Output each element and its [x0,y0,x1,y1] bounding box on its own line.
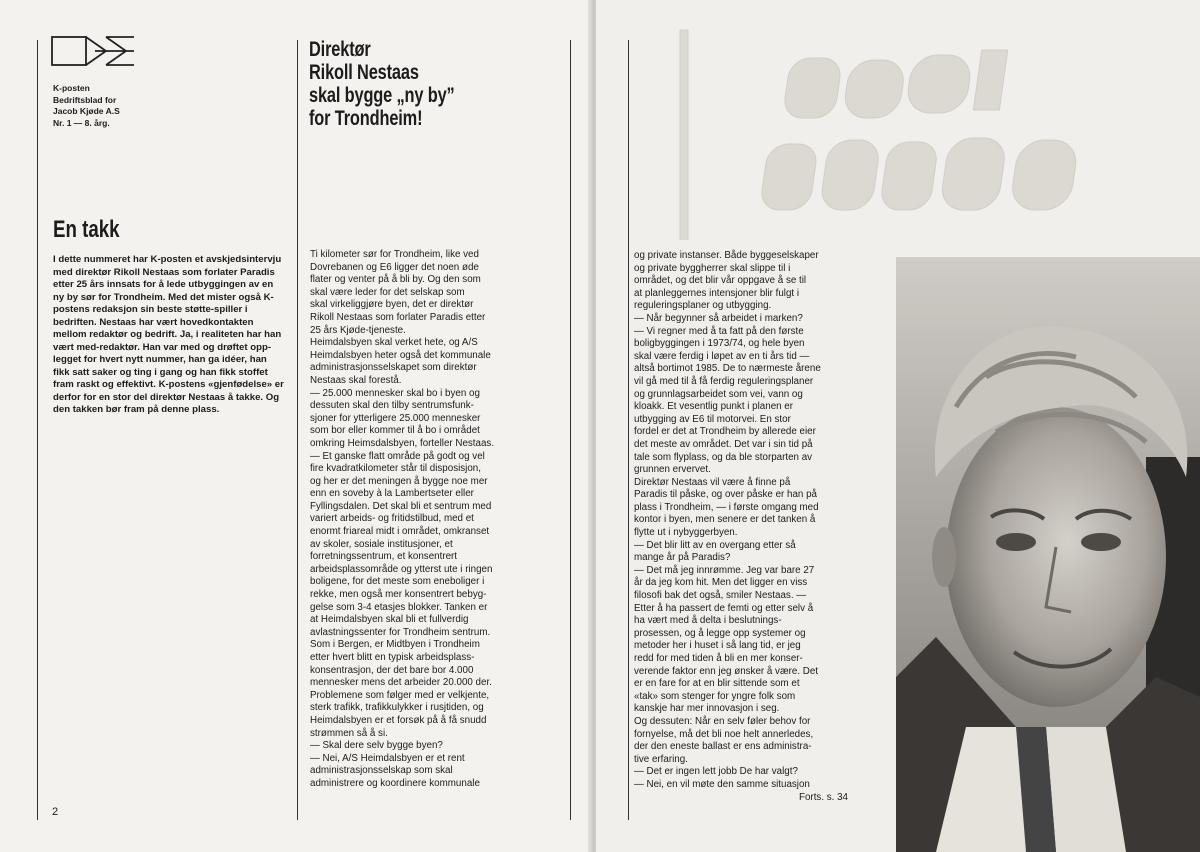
article-line: — Det er ingen lett jobb De har valgt? [634,766,798,778]
article-line: administrasjonsselskap som skal [310,765,453,777]
show-through-print [656,20,1176,240]
article-line: vil gå med til å få ferdig reguleringsplaner [634,375,814,387]
article-line: arbeidsplassområde og ytterst ute i ringen [310,563,493,575]
headline-line: Rikoll Nestaas [309,61,419,84]
article-line: altså bortimot 1985. De to nærmeste årene [634,363,821,375]
article-line: sjoner for ytterligere 25.000 mennesker [310,412,481,424]
center-column-rule [297,40,298,820]
headline-line: Direktør [309,38,371,61]
article-line: rekke, men også mer konsentrert bebyg- [310,589,487,601]
article-line: — Et ganske flatt område på godt og vel [310,450,485,462]
article-line: administrasjonsselskapet som direktør [310,362,477,374]
article-line: kanskje har mer innovasjon i seg. [634,703,780,715]
article-line: ha vært med å delta i beslutnings- [634,615,782,627]
right-margin-rule [628,40,629,820]
article-line: fornyelse, må det bli noe helt annerledes, [634,728,814,740]
masthead [53,83,120,129]
article-line: Direktør Nestaas vil være å finne på [634,476,791,488]
article-line: Som i Bergen, er Midtbyen i Trondheim [310,639,480,651]
article-line: boligene, for det meste som eneboliger i [310,576,485,588]
article-line: «tak» som stenger for yngre folk som [634,690,796,702]
article-line: administrere og koordinere kommunale [310,777,480,789]
article-line: år da jeg kom hit. Men det ligger en viss [634,577,808,589]
article-column-right [634,250,821,792]
masthead-line: Jacob Kjøde A.S [53,106,120,116]
article-line: skal være ferdig i løpet av en ti års tid — [634,350,810,362]
article-line: — Når begynner så arbeidet i marken? [634,312,803,324]
article-line: at Heimdalsbyen skal bli et fullverdig [310,614,469,626]
continued-note: Forts. s. 34 [799,792,848,803]
article-line: — Nei, A/S Heimdalsbyen er et rent [310,752,465,764]
article-line: forretningssentrum, et konsentrert [310,551,458,563]
article-line: — Det blir litt av en overgang etter så [634,539,796,551]
article-line: metoder her i huset i så lang tid, er jeg [634,640,801,652]
article-line: kontor i byen, men senere er det tanken å [634,514,816,526]
right-column-rule [570,40,571,820]
article-line: plass i Trondheim, — i første omgang med [634,501,819,513]
article-line: etter hvert blitt en typisk arbeidsplass- [310,652,475,663]
article-line: fordel er det at Trondheim by allerede eier [634,426,816,438]
article-line: 25 års Kjøde-tjeneste. [310,324,406,336]
article-line: at planleggernes intensjoner blir fulgt i [634,287,800,299]
article-line: mange år på Paradis? [634,552,731,564]
headline-line: skal bygge „ny by” [309,84,455,107]
article-line: tale som flyplass, og da ble storparten av [634,451,813,463]
article-line: og her er det meningen å bygge noe mer [310,475,488,487]
masthead-line: Nr. 1 — 8. årg. [53,117,110,128]
article-line: mennesker mens det arbeider 20.000 der. [310,677,492,689]
article-line: flater og venter på å bli by. Og den som [310,274,481,286]
left-page [0,0,592,852]
article-line: boligbyggingen i 1973/74, og hele byen [634,338,805,350]
article-line: — Vi regner med å ta fatt på den første [634,325,804,337]
article-line: sterk trafikk, trafikkulykker i rusjtiden, og [310,702,484,714]
article-line: skal virkeliggjøre byen, det er direktør [310,299,474,311]
article-line: og private instanser. Både byggeselskaper [634,250,819,261]
article-line: utbygging av E6 til motorvei. En stor [634,413,791,425]
article-line: redd for med tiden å bli en mer konser- [634,653,803,664]
article-line: enormt friareal midt i området, omkranset [310,526,490,538]
article-line: Etter å ha passert de femti og etter selv å [634,602,814,614]
article-line: som bor eller kommer til å bo i området [310,425,480,437]
masthead-line: K-posten [53,83,90,93]
article-line: Ti kilometer sør for Trondheim, like ved [310,249,479,260]
article-line: og private byggherrer skal slippe til i [634,262,791,274]
sidebar-text: I dette nummeret har K-posten et avskjedsintervju med direktør Rikoll Nestaas som forlater Paradis etter 25 års innsats for å lede utbyggingen av en ny by sør for Trondheim. Med det mister også K-postens redaksjon sin beste støtte-spiller i bedriften. Nestaas har vært hovedkontakten mellom redaktør og bedrift. Ja, i realiteten har han vært med-redaktør. Han var med og drøftet opp-legget for hvert nytt nummer, han ga idéer, han fikk satt saker og ting i gang og han fikk stoffet fram raskt og effektivt. K-postens «gjenfødelse» er derfor for en stor del direktør Nestaas å takke. Og den takken bør fram på denne plass. [53,254,284,415]
article-line: Heimdalsbyen heter også det kommunale [310,349,491,361]
article-line: Rikoll Nestaas som forlater Paradis etter [310,311,486,323]
article-column-left [310,249,494,791]
article-line: avlastningssenter for Trondheim sentrum. [310,626,491,638]
article-line: omkring Heimsdalsbyen, forteller Nestaas. [310,437,495,449]
article-line: verende faktor enn jeg ønsker å være. Det [634,665,819,677]
masthead-line: Bedriftsblad for [53,94,117,105]
article-line: området, og det blir vår oppgave å se til [634,275,807,287]
article-line: skal være leder for det selskap som [310,286,465,298]
article-line: prosessen, og å legge opp systemer og [634,627,806,639]
left-margin-rule [37,40,38,820]
k-logo-icon [51,36,135,66]
article-line: konsentrasjon, der det bare bor 4.000 [310,664,474,676]
article-line: Nestaas skal forestå. [310,374,402,386]
sidebar-title: En takk [53,216,120,243]
article-line: og grunnlagsarbeidet som vei, vann og [634,388,803,400]
article-line: Fyllingsdalen. Det skal bli et sentrum med [310,500,492,512]
article-line: fire kvadratkilometer står til disposisjon, [310,463,481,475]
article-line: der den eneste ballast er ens administra- [634,741,812,753]
article-line: Og dessuten: Når en selv føler behov for [634,715,811,727]
right-page [596,0,1200,852]
article-line: dessuten skal den tilby sentrumsfunk- [310,400,474,412]
article-line: er en fare for at en blir sittende som et [634,678,800,690]
page-number: 2 [52,806,59,818]
portrait-photo [896,257,1200,852]
article-line: Heimdalsbyen skal verket hete, og A/S [310,337,478,349]
article-line: variert arbeids- og fritidstilbud, med et [310,513,474,525]
article-line: filosofi bak det også, smiler Nestaas. — [634,590,807,602]
article-line: kloakk. Et vesentlig punkt i planen er [634,401,794,413]
article-line: — Nei, en vil møte den samme situasjon [634,778,810,790]
article-line: flytte ut i nybyggerbyen. [634,527,738,539]
article-line: enn en soveby à la Lambertseter eller [310,488,474,500]
article-line: reguleringsplaner og utbygging. [634,300,772,312]
headline-line: for Trondheim! [309,107,423,130]
article-line: grunnen ervervet. [634,464,711,476]
article-line: det meste av området. Det var i sin tid på [634,438,813,450]
article-line: av skoler, sosiale institusjoner, et [310,538,453,550]
article-line: tive erfaring. [634,753,688,765]
article-line: strømmen så å si. [310,727,388,739]
article-line: Heimdalsbyen er et forsøk på å få snudd [310,714,487,726]
article-line: Problemene som følger med er velkjente, [310,689,490,701]
article-line: — Skal dere selv bygge byen? [310,740,443,752]
article-line: Paradis til påske, og over påske er han på [634,489,817,501]
headline [309,38,512,130]
article-line: — Det må jeg innrømme. Jeg var bare 27 [634,564,815,576]
article-line: Dovrebanen og E6 ligger det noen øde [310,261,479,273]
article-line: — 25.000 mennesker skal bo i byen og [310,387,480,399]
article-line: gelse som 3-4 etasjes blokker. Tanken er [310,601,488,613]
